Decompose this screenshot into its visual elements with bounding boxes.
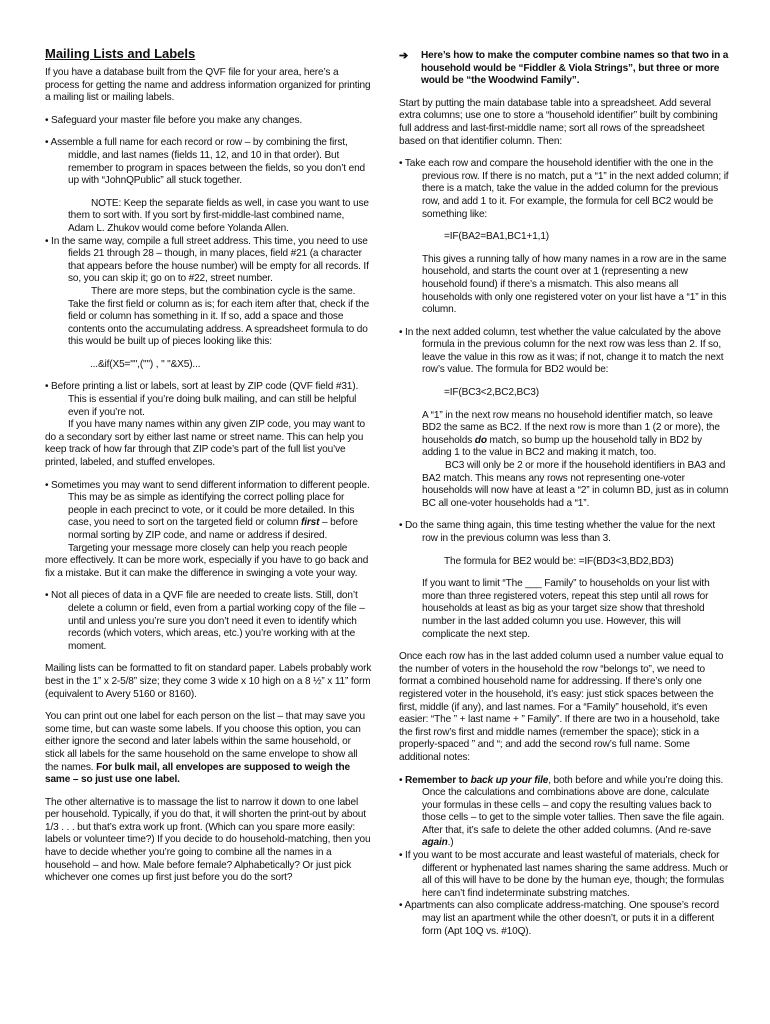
step-next-column-more-post: match, so bump up the household tally in BD2 by adding 1 to the value in BC2 and making it match, too.: [422, 434, 702, 459]
step-next-column-more2: BC3 will only be 2 or more if the household identifiers in BA3 and BA2 match. This means any rows not representing one-voter households will now have at least a “2” in column BD, just as in column BC all one-voter households had a “1”.: [422, 460, 729, 509]
note-backup-bold: Remember to: [405, 774, 471, 786]
bullet-sort-zip-more: If you have many names within any given ZIP code, you may want to do a secondary sort by either last name or street name. This can help you keep track of how far through that ZIP code’s part of the full list you’ve printed, labeled, and stuffed envelopes.: [45, 419, 365, 469]
note-backup-bullet: •: [399, 774, 406, 786]
note-backup-end: .): [447, 837, 454, 849]
note-backup-text: , both before and while you’re doing this. Once the calculations and combinations above are done, calculate your formulas in these cells – and copy the resulting values back to those cells – to get to the simple voter tallies. Then save the file again. After that, it’s safe to delete the other added columns. (And re-save: [422, 774, 725, 836]
intro-paragraph: If you have a database built from the QVF file for your area, here’s a process for getting the name and address information organized for printing a mailing list or mailing labels.: [45, 67, 371, 104]
arrow-right-icon: ➔: [399, 50, 409, 62]
address-formula: ...&if(X5="",("") , " "&X5)...: [90, 358, 201, 370]
print-labels-bold: For bulk mail, all envelopes are supposed to weigh the same – so just use one label.: [45, 761, 350, 786]
paragraph-label-format: Mailing lists can be formatted to fit on standard paper. Labels probably work best in the 1” x 2-5/8” size; they come 3 wide x 10 high on a 8 ½” x 11” form (equivalent to Avery 5160 or 8160).: [45, 663, 372, 700]
step-repeat-more: If you want to limit “The ___ Family” to households on your list with more than three registered voters, repeat this step until all rows for households at least as big as your target size show that threshold number in the last added column you use. However, this will complicate the next step.: [422, 578, 710, 640]
right-column: [399, 50, 729, 948]
section-heading-text: Here’s how to make the computer combine names so that two in a household would be “Fiddler & Viola Strings”, but three or more would be “the Woodwind Family”.: [421, 50, 729, 87]
bullet-keep-data: • Not all pieces of data in a QVF file are needed to create lists. Still, don’t delete a column or field, even from a partial working copy of the file – until and unless you’re sure you don’t need it even to identify which records (which voters, which areas, etc.) you’re working with at the moment.: [45, 590, 365, 652]
formula-bd2: =IF(BC3<2,BC2,BC3): [444, 387, 539, 399]
bullet-street-address: • In the same way, compile a full street address. This time, you need to use fields 21 through 28 – though, in many places, field #21 (a character that appears before the house number) will be empty for all records. If so, you can skip it; go on to #22, street number.: [45, 235, 369, 285]
bullet-targeting-first: first: [301, 517, 320, 529]
step-repeat: • Do the same thing again, this time testing whether the value for the next row in the previous column was less than 3.: [399, 520, 716, 544]
start-paragraph: Start by putting the main database table into a spreadsheet. Add several extra columns; use one to store a “household identifier” built by combining full address and last-first-middle name; sort all rows of the spreadsheet based on that identifier column. Then:: [399, 97, 718, 147]
formula-bc2: =IF(BA2=BA1,BC1+1,1): [444, 231, 550, 243]
bullet-street-address-more: There are more steps, but the combination cycle is the same. Take the first field or column as is; for each item after that, check if the field or column has something in it. If so, add a space and those contents onto the accumulating address. A spreadsheet formula to do this would be built up of pieces looking like this:: [68, 285, 370, 348]
bullet-safeguard: • Safeguard your master file before you make any changes.: [45, 114, 303, 126]
note-apartments: • Apartments can also complicate address-matching. One spouse’s record may list an apartment while the other doesn’t, or puts it in a different form (Apt 10Q vs. #10Q).: [399, 900, 719, 937]
note-backup-again: again: [422, 837, 448, 849]
bullet-sort-zip: • Before printing a list or labels, sort at least by ZIP code (QVF field #31). This is essential if you’re doing bulk mailing, and can still be helpful even if you’re not.: [45, 381, 359, 418]
step-next-column: • In the next added column, test whether the value calculated by the above formula in the previous column for the next row was less than 2. If so, leave the value in this row as it was; if not, change it to match the next row’s value. The formula for BD2 would be:: [399, 326, 724, 376]
bullet-targeting: [45, 480, 372, 543]
left-column: [45, 46, 372, 895]
section-heading: [399, 50, 729, 88]
step-next-column-do: do: [474, 434, 487, 446]
note-backup: [399, 775, 729, 851]
step-next-column-more: [399, 410, 729, 460]
step-next-column-more-text: A “1” in the next row means no household identifier match, so leave BD2 the same as BC2. If the next row is more than 1 (2 or more), the households: [422, 409, 720, 446]
bullet-full-name: • Assemble a full name for each record or row – by combining the first, middle, and last names (fields 11, 12, and 10 in that order). But remember to program in spaces between the fields, so you don’t end up with “JohnQPublic” all stuck together.: [45, 137, 366, 187]
bullet-targeting-post: – before normal sorting by ZIP code, and name or address if desired.: [68, 517, 358, 541]
step-compare-rows: • Take each row and compare the household identifier with the one in the previous row. If there is no match, put a “1” in the next added column; if there is a match, take the value in the added column for the previous row, and add 1 to it. For example, the formula for cell BC2 would be something like:: [399, 158, 729, 220]
note-backup-emph: back up your file: [470, 774, 549, 786]
paragraph-print-labels: [45, 711, 372, 787]
formula-be2: The formula for BE2 would be: =IF(BD3<3,BD2,BD3): [444, 555, 674, 567]
step-compare-rows-more: This gives a running tally of how many names in a row are in the same household, and starts the count over at 1 (representing a new household found) if there’s a mismatch. This also means all households with only one registered voter on your list have a “1” in this column.: [422, 253, 727, 316]
page-title: Mailing Lists and Labels: [45, 46, 196, 61]
print-labels-text: You can print out one label for each person on the list – that may save you some time, but can waste some labels. If you choose this option, you can either ignore the second and later labels within the same household, or stick all labels for the same household on the same envelope to show all the names.: [45, 711, 366, 773]
bullet-targeting-text: • Sometimes you may want to send different information to different people. This may be as simple as identifying the correct polling place for people in each precinct to vote, or it could be more detailed. In this case, you need to sort on the targeted field or column: [45, 479, 370, 529]
bullet-full-name-note: NOTE: Keep the separate fields as well, in case you want to use them to sort with. If you sort by first-middle-last combined name, Adam L. Zhukov would come before Yolanda Allen.: [68, 197, 369, 234]
note-last-names: • If you want to be most accurate and least wasteful of materials, check for different or hyphenated last names sharing the same address. Much or all of this will have to be done by the human eye, though; the formulas here can’t find indeterminate substring matches.: [399, 850, 729, 899]
paragraph-household: The other alternative is to massage the list to narrow it down to one label per household. Typically, if you do that, it will shorten the print-out by about 1/3 . . . but that’s extra work up front. (Which can you spare more easily: labels or volunteer time?) If you decide to do household-matching, then you have to decide whether you’re going to combine all the names in a household – and how. Male before female? Alphabetically? Or just pick whichever one comes up first just before you do the sort?: [45, 796, 371, 884]
paragraph-household-name: Once each row has in the last added column used a number value equal to the number of voters in the household the row “belongs to”, we need to format a combined household name for addressing. If there’s only one registered voter in the household, it’s easy: just stick spaces between the first, middle (if any), and last names. For a “Family” household, it’s even easier: “The ” + last name + ” Family”. If there are two in a household, take the first row’s first and middle names (remember the space); stick in a properly-spaced ” and “; and add the second row’s full name. Some additional notes:: [399, 651, 724, 763]
bullet-targeting-more: Targeting your message more closely can help you reach people more effectively. It can be more work, especially if you have to go back and fix a mistake. But it can make the difference in swinging a vote your way.: [45, 542, 369, 579]
